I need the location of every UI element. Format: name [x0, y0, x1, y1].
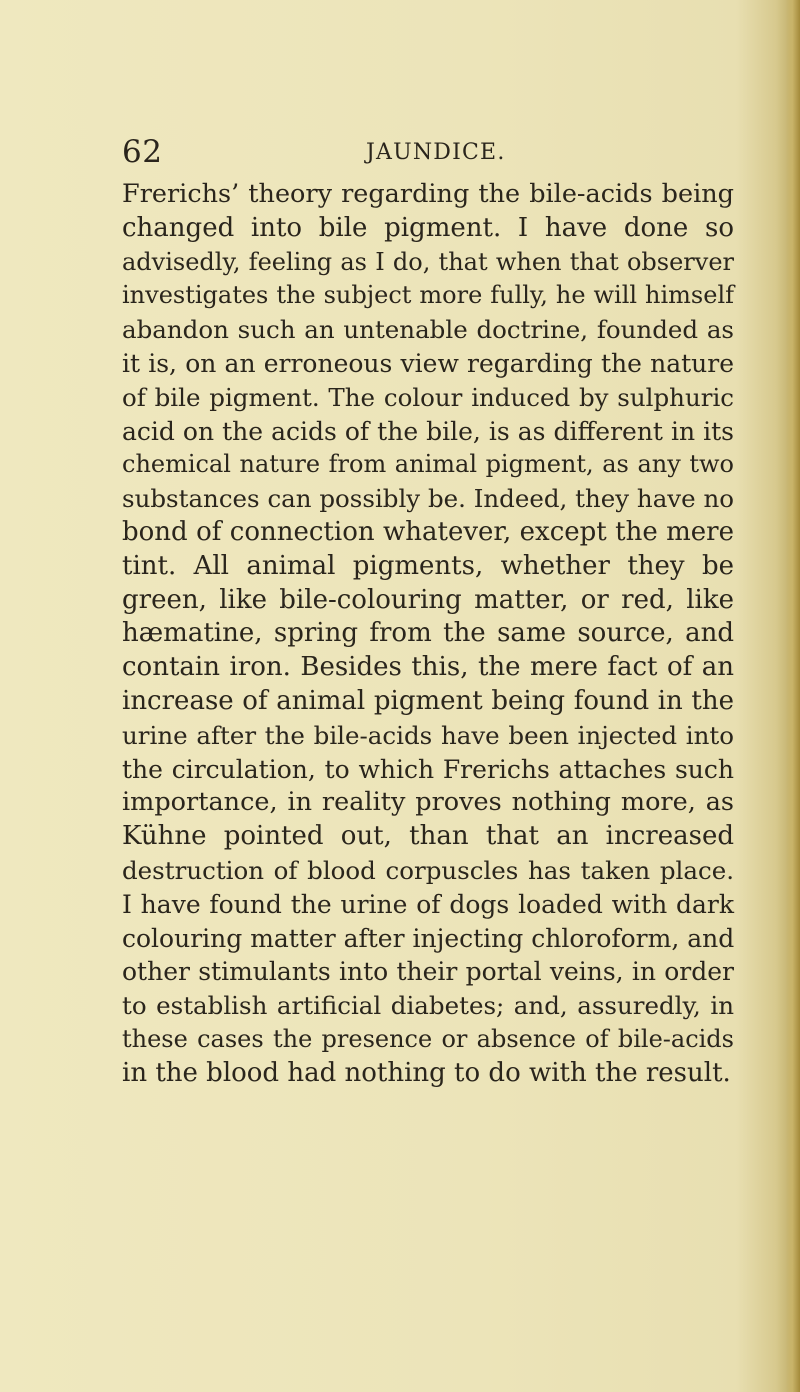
text-line: these cases the presence or absence of bile-acids — [122, 1024, 734, 1053]
text-line: changed into bile pigment. I have done so — [122, 212, 734, 243]
text-line: Kühne pointed out, than that an increased — [122, 821, 734, 852]
page-number: 62 — [122, 134, 163, 170]
text-line: contain iron. Besides this, the mere fact of an — [122, 652, 734, 683]
page-edge — [786, 0, 800, 1392]
text-line: to establish artificial diabetes; and, assuredly, in — [122, 991, 734, 1021]
text-line: advisedly, feeling as I do, that when that observer — [122, 247, 734, 276]
text-line: hæmatine, spring from the same source, and — [122, 618, 734, 649]
text-line: urine after the bile-acids have been injected into — [122, 720, 734, 750]
text-line: of bile pigment. The colour induced by sulphuric — [122, 382, 734, 412]
text-line: it is, on an erroneous view regarding the nature — [122, 348, 734, 378]
text-line: green, like bile-colouring matter, or red, like — [122, 584, 734, 615]
text-line: tint. All animal pigments, whether they be — [122, 550, 734, 581]
text-line: bond of connection whatever, except the mere — [122, 516, 734, 547]
text-line: destruction of blood corpuscles has taken place. — [122, 855, 734, 885]
text-line: substances can possibly be. Indeed, they have no — [122, 484, 734, 514]
running-title: JAUNDICE. — [366, 140, 506, 165]
text-line: investigates the subject more fully, he will himself — [122, 281, 734, 310]
text-line: chemical nature from animal pigment, as any two — [122, 450, 734, 479]
body-paragraph — [122, 178, 734, 1091]
text-line: importance, in reality proves nothing more, as — [122, 787, 734, 818]
text-line: abandon such an untenable doctrine, founded as — [122, 315, 734, 345]
text-line: in the blood had nothing to do with the result. — [122, 1057, 731, 1088]
text-line: I have found the urine of dogs loaded with dark — [122, 889, 734, 919]
text-line: colouring matter after injecting chloroform, and — [122, 923, 735, 953]
text-line: acid on the acids of the bile, is as different in its — [122, 416, 734, 446]
text-line: the circulation, to which Frerichs attaches such — [122, 754, 734, 784]
text-line: increase of animal pigment being found in the — [122, 685, 734, 716]
text-line: Frerichs’ theory regarding the bile-acids being — [122, 179, 734, 209]
page-header — [0, 134, 800, 178]
text-line: other stimulants into their portal veins, in order — [122, 957, 734, 987]
